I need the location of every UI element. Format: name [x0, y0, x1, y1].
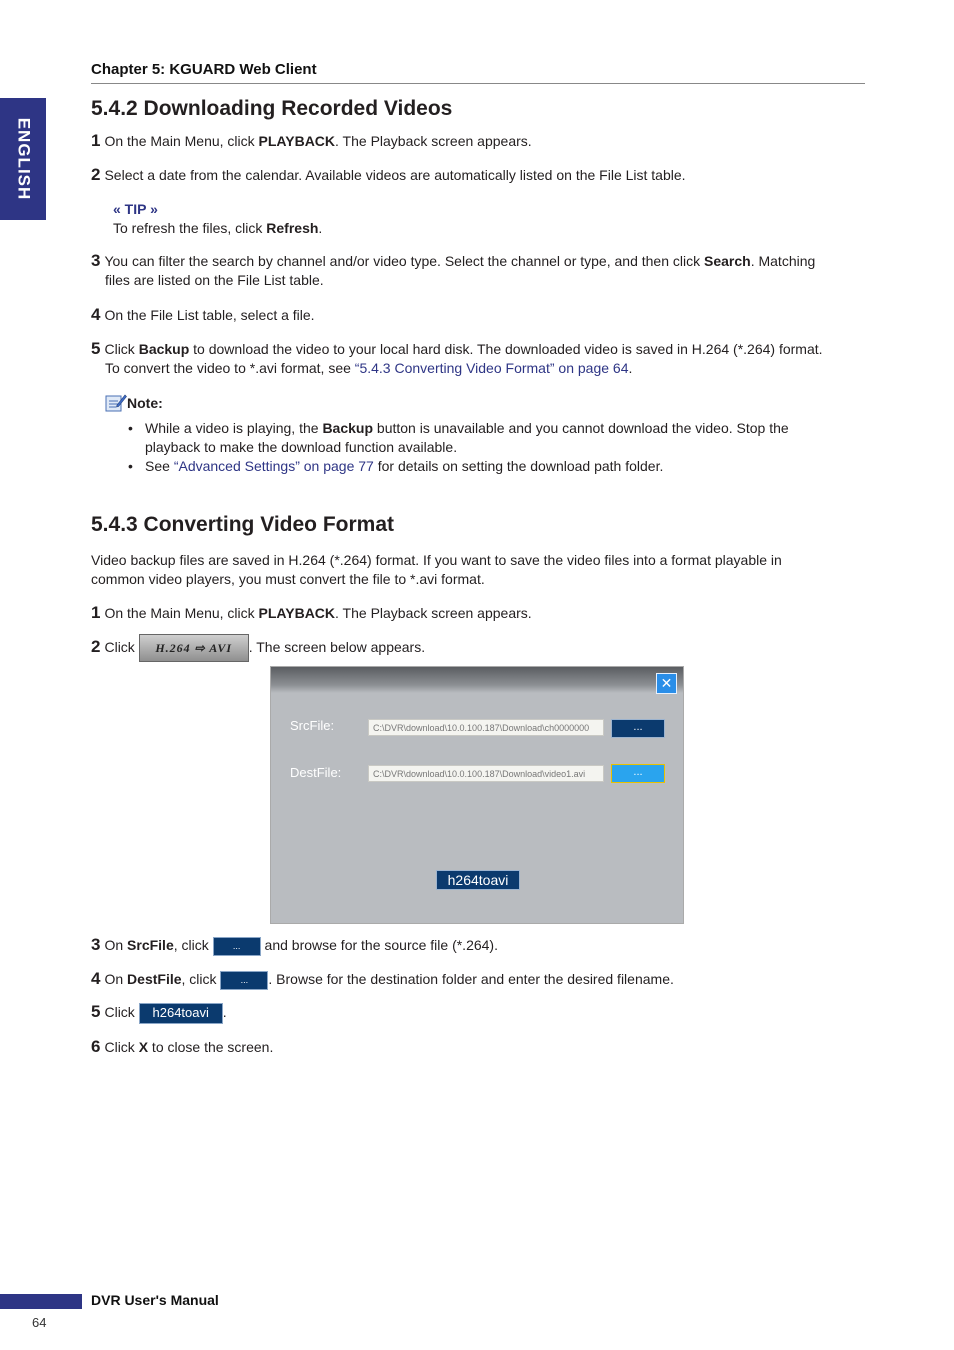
tip-title: « TIP » — [113, 201, 158, 217]
page-number: 64 — [32, 1315, 47, 1330]
step-text: . The Playback screen appears. — [335, 605, 532, 621]
tip-text-pre: To refresh the files, click — [113, 220, 267, 236]
step-text: to download the video to your local hard disk. The downloaded video is saved in H.264 (*.264) format. — [189, 341, 823, 357]
step-number: 4 — [91, 305, 101, 324]
step-text: On — [104, 937, 128, 953]
step-text: Select a date from the calendar. Available videos are automatically listed on the File List table. — [104, 167, 686, 183]
h264-to-avi-dialog — [270, 666, 684, 924]
tip-text — [113, 219, 322, 238]
header-divider — [91, 83, 865, 84]
h264-to-avi-button[interactable]: H.264 ⇨ AVI — [139, 634, 249, 662]
download-step-3 — [91, 251, 861, 290]
manual-title: DVR User's Manual — [91, 1292, 219, 1308]
step-text: to close the screen. — [148, 1039, 274, 1055]
dest-browse-inline-button[interactable]: ... — [220, 971, 268, 990]
src-file-label: SrcFile: — [290, 718, 335, 733]
note-pencil-icon — [105, 393, 127, 413]
language-label: ENGLISH — [14, 117, 33, 201]
step-text: On — [104, 971, 128, 987]
step-bold: PLAYBACK — [258, 605, 336, 621]
tip-box — [113, 200, 322, 238]
section-title-converting: 5.4.3 Converting Video Format — [91, 513, 395, 536]
convert-step-5 — [91, 1001, 861, 1024]
step-text: Click — [104, 341, 139, 357]
step-text: Click — [104, 1004, 139, 1020]
step-bold: Backup — [138, 341, 190, 357]
bullet-text-continued: playback to make the download function available. — [145, 439, 458, 455]
h264toavi-button[interactable]: h264toavi — [436, 870, 520, 890]
tip-text-post: . — [318, 220, 323, 236]
step-text: . Browse for the destination folder and enter the desired filename. — [268, 971, 674, 987]
step-text: Click — [104, 639, 139, 655]
dest-file-field[interactable]: C:\DVR\download\10.0.100.187\Download\video1.avi — [368, 765, 604, 782]
step-text: Click — [104, 1039, 139, 1055]
language-side-tab — [0, 98, 46, 220]
step-text: You can filter the search by channel and/or video type. Select the channel or type, and then click — [104, 253, 704, 269]
step-number: 1 — [91, 603, 101, 622]
advanced-settings-link[interactable]: “Advanced Settings” on page 77 — [173, 458, 374, 474]
h264toavi-inline-button[interactable]: h264toavi — [139, 1003, 223, 1024]
step-text: . — [628, 360, 633, 376]
step-text: To convert the video to *.avi format, see — [105, 360, 355, 376]
src-browse-inline-button[interactable]: ... — [213, 937, 261, 956]
step-text: . Matching — [750, 253, 816, 269]
download-step-5 — [91, 339, 871, 378]
bullet-text-pre: While a video is playing, the — [145, 420, 323, 436]
step-number: 3 — [91, 935, 101, 954]
converting-video-format-link[interactable]: “5.4.3 Converting Video Format” on page 64 — [354, 360, 629, 376]
convert-step-1 — [91, 603, 861, 623]
step-text: , click — [173, 937, 213, 953]
step-bold: SrcFile — [127, 937, 174, 953]
step-number: 6 — [91, 1037, 101, 1056]
convert-step-2 — [91, 633, 861, 662]
step-text: , click — [181, 971, 221, 987]
step-number: 3 — [91, 251, 101, 270]
src-file-field[interactable]: C:\DVR\download\10.0.100.187\Download\ch0000000 — [368, 719, 604, 736]
dest-file-label: DestFile: — [290, 765, 342, 780]
dialog-title-bar — [271, 667, 683, 693]
step-text: On the File List table, select a file. — [104, 307, 315, 323]
src-browse-button[interactable]: ... — [611, 719, 665, 738]
step-number: 2 — [91, 165, 101, 184]
bullet-text — [128, 419, 828, 457]
step-text: On the Main Menu, click — [104, 605, 259, 621]
step-text-continued — [91, 359, 871, 378]
step-number: 1 — [91, 131, 101, 150]
note-header — [105, 392, 163, 414]
step-bold: DestFile — [127, 971, 182, 987]
note-bullet-2 — [128, 457, 828, 476]
download-step-4 — [91, 305, 861, 325]
footer-accent-bar — [0, 1294, 82, 1309]
download-step-2 — [91, 165, 861, 185]
step-text: . — [222, 1004, 227, 1020]
chapter-header: Chapter 5: KGUARD Web Client — [91, 61, 317, 78]
dest-browse-button[interactable]: ... — [611, 764, 665, 783]
convert-step-4 — [91, 968, 861, 990]
bullet-dot: • — [128, 458, 133, 474]
step-text: On the Main Menu, click — [104, 133, 259, 149]
step-bold: X — [138, 1039, 149, 1055]
bullet-text — [128, 457, 828, 476]
bullet-text-post: button is unavailable and you cannot download the video. Stop the — [373, 420, 789, 436]
close-icon[interactable]: ✕ — [656, 673, 677, 694]
intro-line-1: Video backup files are saved in H.264 (*.264) format. If you want to save the video files into a format playable in — [91, 552, 782, 568]
note-bullet-1 — [128, 419, 828, 457]
bullet-dot: • — [128, 420, 133, 436]
step-text-continued: files are listed on the File List table. — [105, 272, 324, 288]
section-title-downloading: 5.4.2 Downloading Recorded Videos — [91, 97, 453, 120]
intro-line-2: common video players, you must convert the file to *.avi format. — [91, 571, 485, 587]
note-title: Note: — [127, 395, 163, 411]
step-text: . The Playback screen appears. — [335, 133, 532, 149]
step-number: 5 — [91, 339, 101, 358]
convert-step-6 — [91, 1037, 861, 1057]
tip-bold: Refresh — [266, 220, 319, 236]
bullet-text-pre: See — [145, 458, 174, 474]
step-bold: PLAYBACK — [258, 133, 336, 149]
step-bold: Search — [704, 253, 751, 269]
convert-step-3 — [91, 934, 861, 956]
step-number: 5 — [91, 1002, 101, 1021]
step-text: . The screen below appears. — [248, 639, 426, 655]
bullet-bold: Backup — [322, 420, 374, 436]
converting-intro — [91, 551, 861, 589]
step-number: 2 — [91, 637, 101, 656]
bullet-text-post: for details on setting the download path folder. — [373, 458, 664, 474]
download-step-1 — [91, 131, 861, 151]
step-number: 4 — [91, 969, 101, 988]
step-text: and browse for the source file (*.264). — [260, 937, 498, 953]
